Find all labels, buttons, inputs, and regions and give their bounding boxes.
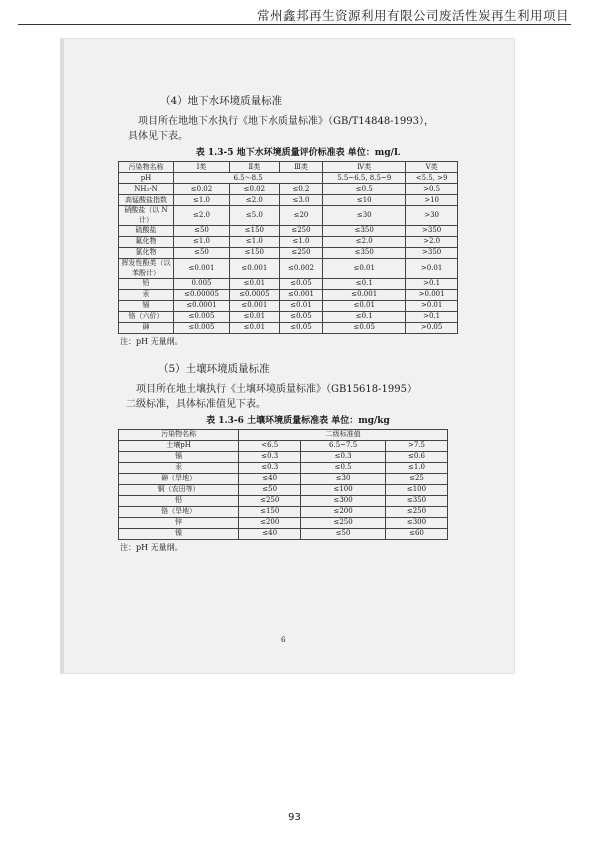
pollutant-name: 氯化物 bbox=[119, 248, 174, 259]
standard-value: ≤150 bbox=[239, 507, 301, 518]
section-4-para: 项目所在地地下水执行《地下水质量标准》（GB/T14848-1993）， bbox=[138, 116, 435, 128]
standard-value: >350 bbox=[406, 226, 458, 237]
standard-value: >0.05 bbox=[406, 323, 458, 334]
standard-value: ≤50 bbox=[174, 226, 230, 237]
table-row bbox=[119, 474, 448, 485]
standard-value: ≤350 bbox=[323, 226, 406, 237]
standard-value: ≤350 bbox=[323, 248, 406, 259]
table-1-note: 注：pH 无量纲。 bbox=[120, 337, 183, 347]
standard-value: ≤200 bbox=[301, 507, 386, 518]
standard-value: ≤0.3 bbox=[239, 463, 301, 474]
ph-range: >7.5 bbox=[385, 441, 447, 452]
standard-value: 0.005 bbox=[174, 279, 230, 290]
standard-value: ≤0.001 bbox=[279, 290, 322, 301]
table-row bbox=[119, 290, 458, 301]
standard-value: ≤1.0 bbox=[279, 237, 322, 248]
standard-value: ≤250 bbox=[239, 496, 301, 507]
standard-value: ≤50 bbox=[174, 248, 230, 259]
standard-value: ≤0.3 bbox=[301, 452, 386, 463]
standard-value: ≤60 bbox=[385, 529, 447, 540]
column-header: Ⅳ类 bbox=[323, 162, 406, 173]
table-row bbox=[119, 452, 448, 463]
pollutant-name: 铬（六价） bbox=[119, 312, 174, 323]
pollutant-name: 氟化物 bbox=[119, 237, 174, 248]
standard-value: ≤100 bbox=[301, 485, 386, 496]
standard-value: ≤10 bbox=[323, 195, 406, 206]
pollutant-name: NH₃-N bbox=[119, 184, 174, 195]
standard-value: ≤30 bbox=[301, 474, 386, 485]
pollutant-name: 土壤pH bbox=[119, 441, 239, 452]
standard-value: ≤250 bbox=[301, 518, 386, 529]
table-row-ph: pH 6.5～8.5 5.5~6.5, 8.5~9 <5.5, >9 bbox=[119, 173, 458, 184]
standard-value: >0.01 bbox=[406, 259, 458, 279]
standard-value: ≤250 bbox=[279, 248, 322, 259]
table-row bbox=[119, 237, 458, 248]
ph-range: <6.5 bbox=[239, 441, 301, 452]
standard-value: >10 bbox=[406, 195, 458, 206]
standard-value: ≤1.0 bbox=[174, 195, 230, 206]
page-number: 93 bbox=[288, 812, 301, 823]
standard-value: ≤3.0 bbox=[279, 195, 322, 206]
standard-value: ≤30 bbox=[323, 206, 406, 226]
inner-page-number: 6 bbox=[281, 636, 286, 644]
standard-value: ≤300 bbox=[301, 496, 386, 507]
standard-value: ≤0.02 bbox=[230, 184, 280, 195]
standard-value: ≤0.01 bbox=[279, 301, 322, 312]
standard-value: ≤0.00005 bbox=[174, 290, 230, 301]
standard-value: >0.01 bbox=[406, 301, 458, 312]
table-header-row bbox=[119, 162, 458, 173]
column-header: 污染物名称 bbox=[119, 162, 174, 173]
standard-value: ≤0.01 bbox=[323, 259, 406, 279]
table-header-row: 污染物名称 二级标准值 bbox=[119, 430, 448, 441]
standard-value: >2.0 bbox=[406, 237, 458, 248]
standard-value: ≤0.05 bbox=[279, 312, 322, 323]
standard-value: ≤25 bbox=[385, 474, 447, 485]
standard-value: ≤250 bbox=[385, 507, 447, 518]
standard-value: ≤5.0 bbox=[230, 206, 280, 226]
pollutant-name: 镉 bbox=[119, 452, 239, 463]
standard-value: >350 bbox=[406, 248, 458, 259]
standard-value: ≤0.001 bbox=[174, 259, 230, 279]
standard-value: ≤0.005 bbox=[174, 312, 230, 323]
standard-value: ≤2.0 bbox=[323, 237, 406, 248]
pollutant-name: 汞 bbox=[119, 290, 174, 301]
standard-value: ≤0.0001 bbox=[174, 301, 230, 312]
column-header: Ⅴ类 bbox=[406, 162, 458, 173]
standard-value: >0.1 bbox=[406, 279, 458, 290]
table-row bbox=[119, 248, 458, 259]
standard-value: ≤0.001 bbox=[230, 259, 280, 279]
column-header: Ⅱ类 bbox=[230, 162, 280, 173]
table-row bbox=[119, 312, 458, 323]
section-4-title: （4）地下水环境质量标准 bbox=[160, 95, 283, 107]
pollutant-name: 高锰酸盐指数 bbox=[119, 195, 174, 206]
standard-value: ≤1.0 bbox=[385, 463, 447, 474]
standard-value: ≤0.002 bbox=[279, 259, 322, 279]
standard-value: ≤300 bbox=[385, 518, 447, 529]
standard-value: ≤2.0 bbox=[230, 195, 280, 206]
standard-value: ≤0.01 bbox=[230, 312, 280, 323]
standard-value: ≤0.01 bbox=[230, 279, 280, 290]
pollutant-name: 硫酸盐 bbox=[119, 226, 174, 237]
table-row bbox=[119, 463, 448, 474]
table-row bbox=[119, 226, 458, 237]
table-row bbox=[119, 529, 448, 540]
standard-value: ≤0.001 bbox=[323, 290, 406, 301]
standard-value: ≤50 bbox=[239, 485, 301, 496]
table-row bbox=[119, 496, 448, 507]
standard-value: ≤100 bbox=[385, 485, 447, 496]
standard-value: ≤0.01 bbox=[230, 323, 280, 334]
standard-value: >0.5 bbox=[406, 184, 458, 195]
standard-value: ≤40 bbox=[239, 529, 301, 540]
standard-value: ≤1.0 bbox=[174, 237, 230, 248]
pollutant-name: 硝酸盐（以 N 计） bbox=[119, 206, 174, 226]
pollutant-name: 铬（旱地） bbox=[119, 507, 239, 518]
pollutant-name: 镉 bbox=[119, 301, 174, 312]
table-row bbox=[119, 323, 458, 334]
standard-value: ≤40 bbox=[239, 474, 301, 485]
pollutant-name: 挥发性酚类（以苯酚计） bbox=[119, 259, 174, 279]
standard-value: ≤0.1 bbox=[323, 279, 406, 290]
standard-value: ≤0.1 bbox=[323, 312, 406, 323]
pollutant-name: 镍 bbox=[119, 529, 239, 540]
standard-value: ≤0.5 bbox=[301, 463, 386, 474]
standard-value: ≤0.2 bbox=[279, 184, 322, 195]
standard-value: ≤150 bbox=[230, 248, 280, 259]
table-row-ph bbox=[119, 441, 448, 452]
pollutant-name: 汞 bbox=[119, 463, 239, 474]
standard-value: ≤1.0 bbox=[230, 237, 280, 248]
standard-value: ≤50 bbox=[301, 529, 386, 540]
standard-value: ≤0.5 bbox=[323, 184, 406, 195]
standard-value: ≤0.0005 bbox=[230, 290, 280, 301]
table-2-caption: 表 1.3-6 土壤环境质量标准表 单位：mg/kg bbox=[206, 416, 390, 427]
section-5-para-cont: 二级标准，具体标准值见下表。 bbox=[126, 398, 266, 410]
table-row bbox=[119, 301, 458, 312]
column-header: Ⅰ类 bbox=[174, 162, 230, 173]
standard-value: ≤250 bbox=[279, 226, 322, 237]
table-row bbox=[119, 206, 458, 226]
standard-value: >0.001 bbox=[406, 290, 458, 301]
header-rule bbox=[18, 24, 571, 25]
scanned-content bbox=[68, 58, 508, 554]
table-row bbox=[119, 259, 458, 279]
groundwater-standards-table bbox=[118, 161, 458, 334]
standard-value: ≤200 bbox=[239, 518, 301, 529]
standard-value: >30 bbox=[406, 206, 458, 226]
standard-value: ≤0.6 bbox=[385, 452, 447, 463]
standard-value: ≤20 bbox=[279, 206, 322, 226]
pollutant-name: 砷 bbox=[119, 323, 174, 334]
standard-value: ≤0.001 bbox=[230, 301, 280, 312]
section-4-para-cont: 具体见下表。 bbox=[128, 130, 188, 142]
section-5-title: （5）土壤环境质量标准 bbox=[158, 362, 270, 375]
table-1-caption: 表 1.3-5 地下水环境质量评价标准表 单位：mg/L bbox=[195, 148, 401, 159]
pollutant-name: 锌 bbox=[119, 518, 239, 529]
pollutant-name: 砷（旱地） bbox=[119, 474, 239, 485]
table-2-note: 注：pH 无量纲。 bbox=[120, 543, 183, 553]
table-row bbox=[119, 195, 458, 206]
pollutant-name: 铜（农田等） bbox=[119, 485, 239, 496]
table-row bbox=[119, 518, 448, 529]
ph-range: 6.5~7.5 bbox=[301, 441, 386, 452]
standard-value: ≤150 bbox=[230, 226, 280, 237]
standard-value: ≤2.0 bbox=[174, 206, 230, 226]
table-row bbox=[119, 485, 448, 496]
pollutant-name: 铅 bbox=[119, 496, 239, 507]
section-5-para: 项目所在地土壤执行《土壤环境质量标准》（GB15618-1995） bbox=[136, 384, 417, 396]
standard-value: ≤0.05 bbox=[279, 323, 322, 334]
standard-value: ≤0.01 bbox=[323, 301, 406, 312]
scan-edge-shadow bbox=[60, 38, 64, 674]
standard-value: ≤0.005 bbox=[174, 323, 230, 334]
document-header: 常州鑫邦再生资源利用有限公司废活性炭再生利用项目 bbox=[256, 8, 569, 23]
standard-value: >0.1 bbox=[406, 312, 458, 323]
column-header: Ⅲ类 bbox=[279, 162, 322, 173]
standard-value: ≤0.3 bbox=[239, 452, 301, 463]
soil-standards-table bbox=[118, 429, 448, 540]
standard-value: ≤350 bbox=[385, 496, 447, 507]
table-row bbox=[119, 279, 458, 290]
standard-value: ≤0.05 bbox=[279, 279, 322, 290]
table-row bbox=[119, 184, 458, 195]
table-row bbox=[119, 507, 448, 518]
standard-value: ≤0.05 bbox=[323, 323, 406, 334]
standard-value: ≤0.02 bbox=[174, 184, 230, 195]
pollutant-name: 铅 bbox=[119, 279, 174, 290]
